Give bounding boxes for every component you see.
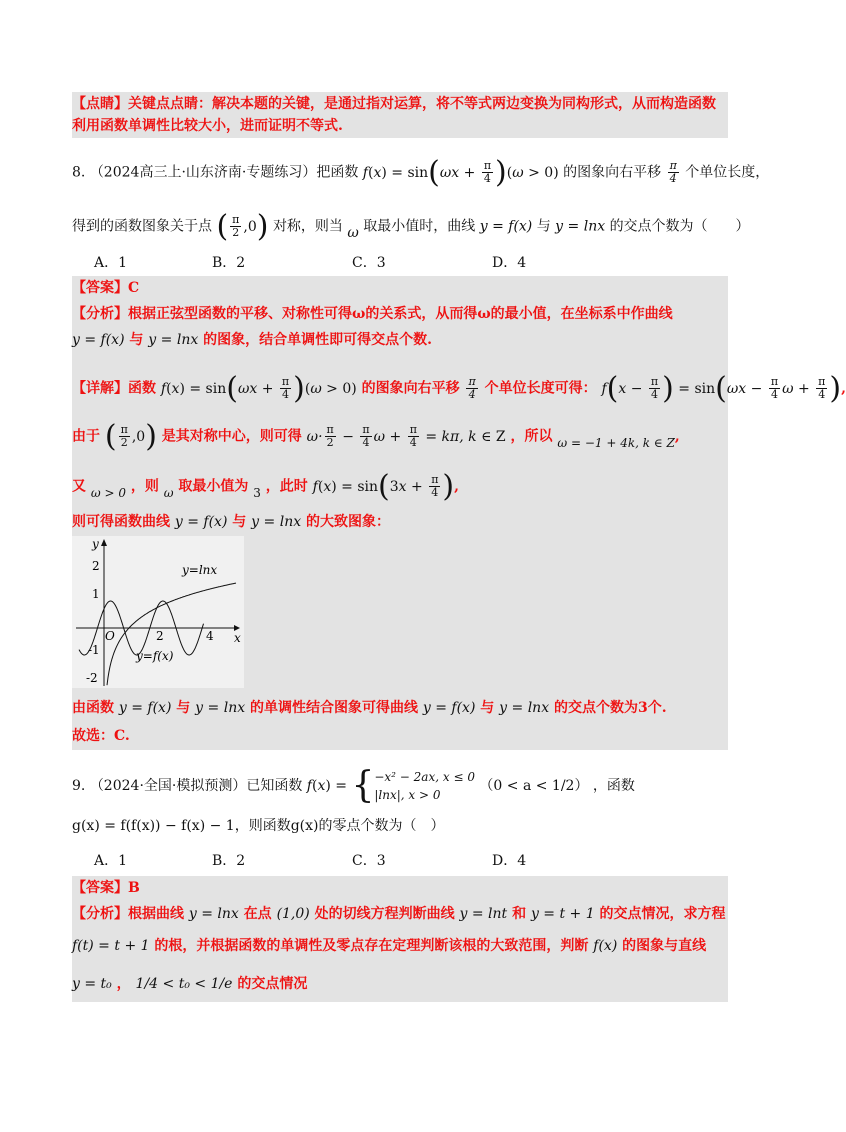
q8-conclusion3: 的交点个数为3个. — [553, 700, 667, 716]
y-axis-arrow — [101, 539, 107, 546]
q8-conclusion1: 由函数 — [72, 700, 114, 716]
q8-detail1-shift: $\frac{\pi}{4}$ — [468, 375, 476, 401]
q8-line-1 — [72, 154, 770, 190]
q8-option-d: D．4 — [492, 255, 527, 271]
q8-function: f(x) = sin(ωx + $\frac{\pi}{4}$ )(ω > 0) — [362, 154, 559, 190]
q8-detail3e: 3 — [253, 485, 261, 500]
q9-piece-2: |lnx|, x > 0 — [374, 788, 441, 802]
q8-detail-4 — [72, 512, 390, 532]
q9-a3b: ， — [116, 976, 131, 992]
ytick-neg2: -2 — [86, 671, 98, 685]
tip-line-1: 【点睛】关键点点睛：解决本题的关键，是通过指对运算，将不等式两边变换为同构形式，从而构造函数 — [72, 96, 716, 112]
q8-point: ( $\frac{\pi}{2}$ ,0) — [216, 208, 269, 244]
q8-detail1-func: f(x) = sin(ωx + $\frac{\pi}{4}$ )(ω > 0) — [160, 370, 357, 406]
q8-detail-1: 【详解】函数 f(x) = sin(ωx + $\frac{\pi}{4}$ )(ω > 0) 的图象向右平移 $\frac{\pi}{4}$ 个单位长度可得： f(x − $\frac{\pi}{4}$ ) = sin(ωx − $\frac{\pi}{4}$ ω + $\frac{\pi}{4}$ ), — [72, 370, 846, 406]
q8-conclusion2: 的单调性结合图象可得曲线 — [249, 700, 418, 716]
q8-line2b: 对称，则当 — [272, 218, 343, 235]
q9-option-b: B．2 — [212, 853, 246, 869]
q9-a2d: 的图象与直线 — [622, 938, 707, 954]
q8-detail3-func: f(x) = sin(3x + $\frac{\pi}{4}$ ) — [312, 468, 455, 504]
q9-option-c: C．3 — [352, 853, 386, 869]
q8-conclusion-curve2: y = lnx — [195, 700, 246, 716]
q8-option-b: B．2 — [212, 255, 246, 271]
q8-detail4-curve2: y = lnx — [251, 514, 302, 530]
q8-detail3a: 又 — [72, 478, 86, 495]
q8-line-2 — [72, 208, 750, 244]
q8-line2d: 与 — [536, 218, 551, 235]
q8-detail4b: 的大致图象： — [305, 514, 390, 530]
q8-detail2-point: ( $\frac{\pi}{2}$ ,0) — [104, 418, 157, 454]
q9-a2a: f(t) = t + 1 — [72, 938, 150, 954]
q8-text-2: 个单位长度， — [685, 164, 770, 181]
q9-analysis-3 — [72, 974, 307, 994]
q9-a2b: 的根，并根据函数的单调性及零点存在定理判断该根的大致范围，判断 — [154, 938, 589, 954]
q9-line-2: g(x) = f(f(x)) − f(x) − 1，则函数g(x)的零点个数为（ ） — [72, 818, 445, 834]
q9-a1d: (1,0) — [276, 906, 310, 922]
origin-label: O — [105, 629, 115, 643]
ytick-neg1: -1 — [88, 643, 100, 657]
q9-source: （2024·全国·模拟预测）已知函数 — [89, 778, 303, 794]
q9-a1e: 处的切线方程判断曲线 — [314, 906, 455, 922]
q8-number: 8. — [72, 164, 86, 181]
tip-line-2: 利用函数单调性比较大小，进而证明不等式. — [72, 118, 343, 134]
q8-conclusion-and2: 与 — [480, 700, 495, 716]
q9-piecewise: f(x) = { −x² − 2ax, x ≤ 0 |lnx|, x > 0 — [306, 765, 475, 806]
q9-number: 9. — [72, 778, 86, 794]
q8-detail2d: ω = −1 + 4k, k ∈ Z — [557, 435, 675, 450]
q8-detail4: 则可得函数曲线 — [72, 514, 170, 530]
q9-line-1 — [72, 765, 635, 806]
q8-analysis-tail: 的图象，结合单调性即可得交点个数. — [203, 332, 432, 348]
q8-detail3c: ，则 — [130, 478, 159, 495]
q8-analysis-and: 与 — [129, 332, 144, 348]
q8-detail2c: ，所以 — [510, 428, 553, 445]
q9-option-d: D．4 — [492, 853, 527, 869]
q8-detail-2: 由于 ( $\frac{\pi}{2}$ ,0) 是其对称中心，则可得 ω· $\frac{\pi}{2}$ − $\frac{\pi}{4}$ ω + $\frac{\pi}{4}$ = kπ, k ∈ Z ，所以 ω = −1 + 4k, k ∈ Z, — [72, 418, 680, 454]
q8-curve2: y = lnx — [555, 218, 606, 235]
q8-detail4-curve1: y = f(x) — [174, 514, 228, 530]
q8-conclusion-and: 与 — [176, 700, 191, 716]
q9-a1g: 和 — [512, 906, 527, 922]
q9-a1c: 在点 — [243, 906, 272, 922]
q9-a2c: f(x) — [593, 938, 618, 954]
q9-option-a: A．1 — [94, 853, 128, 869]
q8-detail2-eq: ω· $\frac{\pi}{2}$ − $\frac{\pi}{4}$ ω + $\frac{\pi}{4}$ = kπ, k ∈ Z — [306, 423, 506, 449]
q8-line2a: 得到的函数图象关于点 — [72, 218, 212, 235]
q9-a3a: y = t₀ — [72, 976, 112, 992]
xtick-2: 2 — [156, 629, 164, 643]
q8-option-c: C．3 — [352, 255, 386, 271]
q8-curve1: y = f(x) — [479, 218, 533, 235]
q9-a1a: 【分析】根据曲线 — [72, 906, 184, 922]
q9-a3c: 1/4 < t₀ < 1/e — [135, 976, 233, 992]
q8-detail3f: ，此时 — [265, 478, 308, 495]
q8-answer: 【答案】C — [72, 280, 140, 296]
q8-detail-3: 又 ω > 0 ，则 ω 取最小值为 3 ，此时 f(x) = sin(3x + $\frac{\pi}{4}$ ), — [72, 468, 460, 504]
q9-answer: 【答案】B — [72, 880, 140, 896]
q8-analysis-curve2: y = lnx — [148, 332, 199, 348]
q8-detail1c: 个单位长度可得： — [484, 380, 597, 397]
q8-conclusion-curve2b: y = lnx — [499, 700, 550, 716]
q8-analysis-curve1: y = f(x) — [72, 332, 125, 348]
graph-svg — [72, 536, 244, 688]
q8-omega: ω — [347, 224, 359, 241]
q9-text1: ，函数 — [592, 778, 635, 794]
curve-lnx — [107, 583, 236, 685]
y-axis-label: y — [92, 537, 99, 551]
q9-a3d: 的交点情况 — [237, 976, 308, 992]
q8-source: （2024高三上·山东济南·专题练习）把函数 — [89, 164, 359, 181]
q8-detail2a: 由于 — [72, 428, 100, 445]
label-lnx: y=lnx — [182, 563, 218, 577]
q8-analysis-2 — [72, 330, 432, 350]
q9-analysis-1 — [72, 904, 726, 924]
xtick-4: 4 — [206, 629, 214, 643]
ytick-1: 1 — [92, 587, 100, 601]
q9-analysis-2 — [72, 936, 706, 956]
q8-detail4-and: 与 — [232, 514, 247, 530]
q8-analysis-1: 【分析】根据正弦型函数的平移、对称性可得ω的关系式，从而得ω的最小值，在坐标系中作曲线 — [72, 306, 673, 322]
q8-line2e: 的交点个数为（ ） — [609, 218, 750, 235]
question-8 — [72, 152, 770, 272]
q9-a1i: 的交点情况，求方程 — [599, 906, 726, 922]
q8-text-1: 的图象向右平移 — [563, 164, 662, 181]
q8-line2c: 取最小值时，曲线 — [363, 218, 476, 235]
q8-detail1b: 的图象向右平移 — [361, 380, 460, 397]
q8-detail3b: ω > 0 — [90, 485, 126, 500]
q8-option-a: A．1 — [94, 255, 128, 271]
label-fx: y=f(x) — [136, 649, 174, 663]
tip-block — [72, 92, 728, 138]
q8-conclusion-curve1: y = f(x) — [118, 700, 172, 716]
q8-conclusion-curve1b: y = f(x) — [422, 700, 476, 716]
q8-conclusion — [72, 698, 667, 718]
question-9 — [72, 760, 728, 876]
q9-a1f: y = lnt — [459, 906, 508, 922]
q8-detail2b: 是其对称中心，则可得 — [161, 428, 302, 445]
q8-shift: $\frac{\pi}{4}$ — [669, 159, 677, 185]
ytick-2: 2 — [92, 559, 100, 573]
function-graph — [72, 536, 244, 688]
q9-condition: （0 < a < 1/2） — [479, 778, 589, 794]
q9-solution — [72, 876, 728, 1002]
q9-piece-1: −x² − 2ax, x ≤ 0 — [374, 770, 475, 784]
q8-detail1-shifted: f(x − $\frac{\pi}{4}$ ) = sin(ωx − $\frac{\pi}{4}$ ω + $\frac{\pi}{4}$ ) — [601, 370, 842, 406]
q9-a1b: y = lnx — [188, 906, 239, 922]
q8-detail3d: 取最小值为 — [178, 478, 249, 495]
q9-a1h: y = t + 1 — [530, 906, 595, 922]
q8-detail3-omega: ω — [163, 485, 174, 500]
q8-detail1a: 【详解】函数 — [72, 380, 156, 397]
q8-final: 故选：C. — [72, 728, 130, 744]
x-axis-label: x — [234, 631, 241, 645]
